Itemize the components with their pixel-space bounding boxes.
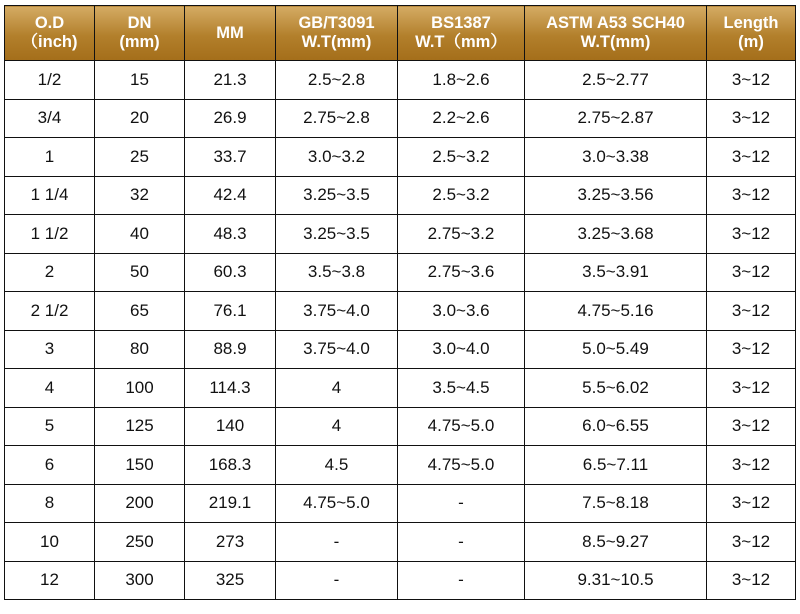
header-mm	[185, 6, 276, 61]
cell-gbt3091: 2.75~2.8	[276, 99, 398, 138]
cell-length: 3~12	[707, 99, 796, 138]
cell-bs1387: 1.8~2.6	[398, 61, 525, 100]
cell-mm: 168.3	[185, 446, 276, 485]
cell-astm: 5.5~6.02	[525, 369, 707, 408]
table-row	[5, 523, 796, 562]
cell-length: 3~12	[707, 561, 796, 600]
cell-dn: 20	[95, 99, 185, 138]
cell-od: 1/2	[5, 61, 95, 100]
header-length-line2: (m)	[738, 33, 764, 51]
table-row	[5, 61, 796, 100]
cell-gbt3091: 4	[276, 407, 398, 446]
cell-astm: 6.0~6.55	[525, 407, 707, 446]
cell-mm: 42.4	[185, 176, 276, 215]
table-body	[5, 61, 796, 600]
cell-bs1387: -	[398, 561, 525, 600]
cell-dn: 25	[95, 138, 185, 177]
cell-mm: 219.1	[185, 484, 276, 523]
cell-astm: 2.5~2.77	[525, 61, 707, 100]
header-dn-line2: (mm)	[119, 33, 160, 51]
cell-length: 3~12	[707, 369, 796, 408]
cell-mm: 26.9	[185, 99, 276, 138]
cell-od: 6	[5, 446, 95, 485]
cell-od: 1 1/2	[5, 215, 95, 254]
cell-od: 1	[5, 138, 95, 177]
cell-od: 5	[5, 407, 95, 446]
cell-astm: 2.75~2.87	[525, 99, 707, 138]
cell-gbt3091: -	[276, 561, 398, 600]
cell-od: 2	[5, 253, 95, 292]
cell-gbt3091: 3.5~3.8	[276, 253, 398, 292]
cell-astm: 6.5~7.11	[525, 446, 707, 485]
cell-mm: 325	[185, 561, 276, 600]
cell-bs1387: 2.2~2.6	[398, 99, 525, 138]
cell-od: 3	[5, 330, 95, 369]
header-astm	[525, 6, 707, 61]
header-dn	[95, 6, 185, 61]
cell-bs1387: 4.75~5.0	[398, 446, 525, 485]
table-header	[5, 6, 796, 61]
cell-dn: 80	[95, 330, 185, 369]
header-bs1387	[398, 6, 525, 61]
cell-length: 3~12	[707, 215, 796, 254]
cell-length: 3~12	[707, 61, 796, 100]
cell-bs1387: 3.0~4.0	[398, 330, 525, 369]
header-bs1387-line2: W.T（mm）	[415, 33, 507, 51]
cell-bs1387: 3.5~4.5	[398, 369, 525, 408]
cell-mm: 140	[185, 407, 276, 446]
cell-dn: 200	[95, 484, 185, 523]
cell-bs1387: 2.75~3.2	[398, 215, 525, 254]
cell-length: 3~12	[707, 523, 796, 562]
header-gbt3091	[276, 6, 398, 61]
table-row	[5, 138, 796, 177]
cell-astm: 3.5~3.91	[525, 253, 707, 292]
table-row	[5, 253, 796, 292]
cell-gbt3091: 3.0~3.2	[276, 138, 398, 177]
cell-astm: 8.5~9.27	[525, 523, 707, 562]
cell-dn: 50	[95, 253, 185, 292]
cell-gbt3091: 3.25~3.5	[276, 215, 398, 254]
cell-bs1387: 2.5~3.2	[398, 138, 525, 177]
cell-gbt3091: 4.75~5.0	[276, 484, 398, 523]
header-astm-line1: ASTM A53 SCH40	[546, 14, 685, 32]
cell-astm: 3.25~3.68	[525, 215, 707, 254]
cell-length: 3~12	[707, 446, 796, 485]
table-row	[5, 176, 796, 215]
pipe-spec-table	[4, 5, 796, 600]
cell-length: 3~12	[707, 330, 796, 369]
header-od-line2: （inch)	[21, 33, 78, 51]
table-row	[5, 99, 796, 138]
table-row	[5, 407, 796, 446]
cell-dn: 125	[95, 407, 185, 446]
cell-od: 12	[5, 561, 95, 600]
cell-od: 3/4	[5, 99, 95, 138]
cell-dn: 100	[95, 369, 185, 408]
cell-mm: 76.1	[185, 292, 276, 331]
cell-astm: 7.5~8.18	[525, 484, 707, 523]
header-gbt3091-line2: W.T(mm)	[301, 33, 372, 51]
table-row	[5, 369, 796, 408]
cell-dn: 40	[95, 215, 185, 254]
header-od	[5, 6, 95, 61]
cell-mm: 33.7	[185, 138, 276, 177]
cell-gbt3091: 2.5~2.8	[276, 61, 398, 100]
header-dn-line1: DN	[127, 14, 152, 32]
cell-dn: 32	[95, 176, 185, 215]
cell-gbt3091: 3.25~3.5	[276, 176, 398, 215]
header-row	[5, 6, 796, 61]
cell-length: 3~12	[707, 484, 796, 523]
table-row	[5, 561, 796, 600]
cell-dn: 65	[95, 292, 185, 331]
table-row	[5, 330, 796, 369]
cell-length: 3~12	[707, 253, 796, 292]
cell-mm: 21.3	[185, 61, 276, 100]
table-row	[5, 292, 796, 331]
table-row	[5, 484, 796, 523]
cell-length: 3~12	[707, 176, 796, 215]
cell-bs1387: -	[398, 523, 525, 562]
cell-gbt3091: 4.5	[276, 446, 398, 485]
table-row	[5, 215, 796, 254]
cell-astm: 5.0~5.49	[525, 330, 707, 369]
cell-astm: 3.25~3.56	[525, 176, 707, 215]
header-od-line1: O.D	[34, 14, 65, 32]
cell-mm: 48.3	[185, 215, 276, 254]
header-astm-line2: W.T(mm)	[580, 33, 651, 51]
header-mm-line1: MM	[216, 23, 244, 42]
cell-gbt3091: 3.75~4.0	[276, 330, 398, 369]
cell-bs1387: 2.75~3.6	[398, 253, 525, 292]
header-length-line1: Length	[723, 14, 779, 32]
cell-bs1387: 2.5~3.2	[398, 176, 525, 215]
table-row	[5, 446, 796, 485]
cell-dn: 150	[95, 446, 185, 485]
cell-bs1387: 3.0~3.6	[398, 292, 525, 331]
cell-od: 10	[5, 523, 95, 562]
header-bs1387-line1: BS1387	[431, 14, 491, 32]
cell-astm: 4.75~5.16	[525, 292, 707, 331]
cell-mm: 88.9	[185, 330, 276, 369]
cell-bs1387: 4.75~5.0	[398, 407, 525, 446]
cell-astm: 9.31~10.5	[525, 561, 707, 600]
cell-od: 1 1/4	[5, 176, 95, 215]
cell-length: 3~12	[707, 407, 796, 446]
cell-gbt3091: 4	[276, 369, 398, 408]
cell-dn: 300	[95, 561, 185, 600]
cell-gbt3091: 3.75~4.0	[276, 292, 398, 331]
cell-dn: 15	[95, 61, 185, 100]
cell-mm: 273	[185, 523, 276, 562]
cell-length: 3~12	[707, 138, 796, 177]
cell-od: 2 1/2	[5, 292, 95, 331]
cell-astm: 3.0~3.38	[525, 138, 707, 177]
cell-dn: 250	[95, 523, 185, 562]
cell-od: 8	[5, 484, 95, 523]
cell-bs1387: -	[398, 484, 525, 523]
header-gbt3091-line1: GB/T3091	[298, 14, 375, 32]
cell-length: 3~12	[707, 292, 796, 331]
cell-gbt3091: -	[276, 523, 398, 562]
header-length	[707, 6, 796, 61]
cell-mm: 114.3	[185, 369, 276, 408]
cell-od: 4	[5, 369, 95, 408]
cell-mm: 60.3	[185, 253, 276, 292]
